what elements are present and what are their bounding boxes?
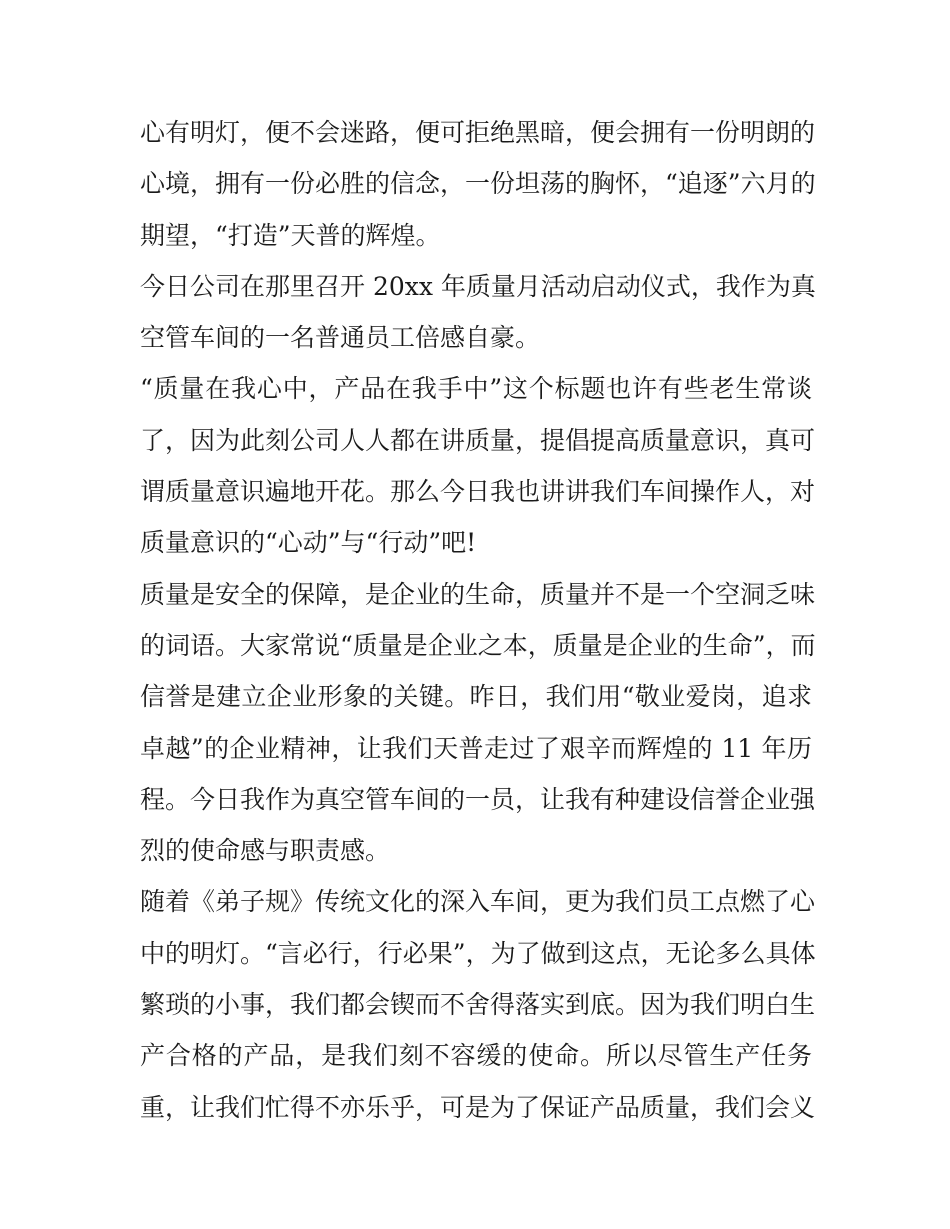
paragraph-1: [140, 107, 816, 261]
paragraph-4: [140, 569, 816, 877]
text-line: “质量在我心中，产品在我手中”这个标题也许有些老生常谈: [140, 374, 812, 404]
text-line: 空管车间的一名普通员工倍感自豪。: [140, 323, 541, 353]
paragraph-2: [140, 261, 816, 364]
text-line: 期望，“打造”天普的辉煌。: [140, 220, 441, 250]
text-line: 质量意识的“心动”与“行动”吧!: [140, 528, 477, 558]
text-line: 程。今日我作为真空管车间的一员，让我有种建设信誉企业强: [140, 784, 816, 814]
text-line: 谓质量意识遍地开花。那么今日我也讲讲我们车间操作人，对: [140, 477, 816, 507]
text-line: 心境，拥有一份必胜的信念，一份坦荡的胸怀，“追逐”六月的: [140, 169, 816, 199]
text-line: 心有明灯，便不会迷路，便可拒绝黑暗，便会拥有一份明朗的: [140, 118, 816, 147]
text-line: 质量是安全的保障，是企业的生命，质量并不是一个空洞乏味: [140, 579, 816, 609]
text-line: 了，因为此刻公司人人都在讲质量，提倡提高质量意识，真可: [140, 425, 816, 455]
text-line: 产合格的产品，是我们刻不容缓的使命。所以尽管生产任务: [140, 1041, 812, 1071]
text-line: 的词语。大家常说“质量是企业之本，质量是企业的生命”，而: [140, 630, 816, 660]
paragraph-5: [140, 876, 816, 1132]
paragraph-3: [140, 363, 816, 568]
text-line: 重，让我们忙得不亦乐乎，可是为了保证产品质量，我们会义: [140, 1092, 816, 1122]
document-body: [140, 107, 816, 1133]
text-line: 随着《弟子规》传统文化的深入车间，更为我们员工点燃了心: [140, 887, 816, 917]
text-line: 繁琐的小事，我们都会锲而不舍得落实到底。因为我们明白生: [140, 990, 816, 1020]
text-line: 中的明灯。“言必行，行必果”，为了做到这点，无论多么具体: [140, 938, 816, 968]
text-line: 烈的使命感与职责感。: [140, 836, 391, 866]
text-line: 今日公司在那里召开 20xx 年质量月活动启动仪式，我作为真: [140, 271, 816, 301]
text-line: 卓越”的企业精神，让我们天普走过了艰辛而辉煌的 11 年历: [140, 733, 812, 763]
text-line: 信誉是建立企业形象的关键。昨日，我们用“敬业爱岗，追求: [140, 682, 812, 712]
